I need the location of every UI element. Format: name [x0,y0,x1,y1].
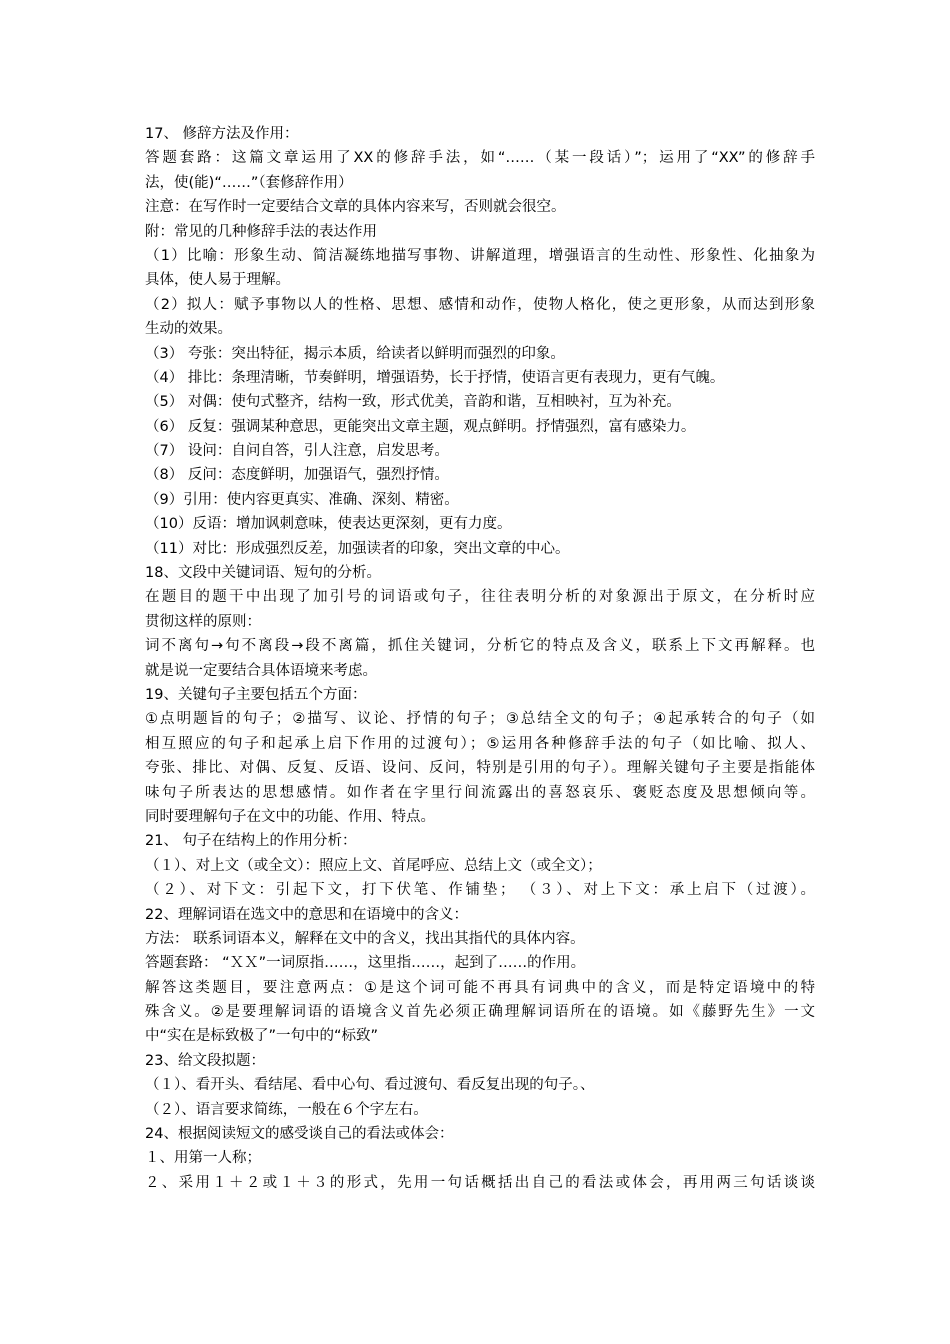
text-line: 殊含义。②是要理解词语的语境含义首先必须正确理解词语所在的语境。如《藤野先生》一文 [145,1004,815,1021]
section-heading-23: 23、给文段拟题： [145,1052,265,1069]
list-item: （3） 夸张：突出特征，揭示本质，给读者以鲜明而强烈的印象。 [145,345,565,362]
list-item: （9）引用：使内容更真实、准确、深刻、精密。 [145,491,459,508]
list-item: （１）、对上文（或全文）：照应上文、首尾呼应、总结上文（或全文）； [145,857,602,874]
section-heading-24: 24、根据阅读短文的感受谈自己的看法或体会： [145,1126,454,1143]
text-line: ①点明题旨的句子；②描写、议论、抒情的句子；③总结全文的句子；④起承转合的句子（如 [145,711,815,728]
list-item: （6） 反复：强调某种意思，更能突出文章主题，观点鲜明。抒情强烈，富有感染力。 [145,418,696,435]
text-line: 同时要理解句子在文中的功能、作用、特点。 [145,808,435,825]
section-heading-22: 22、理解词语在选文中的意思和在语境中的含义： [145,906,468,923]
text-line: 具体，使人易于理解。 [145,272,290,289]
text-line: 在题目的题干中出现了加引号的词语或句子，往往表明分析的对象源出于原文，在分析时应 [145,589,815,606]
list-item: （7） 设问：自问自答，引人注意，启发思考。 [145,443,449,460]
list-item: （4） 排比：条理清晰，节奏鲜明，增强语势，长于抒情，使语言更有表现力，更有气魄。 [145,369,725,386]
list-item: （2）拟人：赋予事物以人的性格、思想、感情和动作，使物人格化，使之更形象，从而达到形象 [145,296,815,313]
text-line: 答题套路： “ＸＸ”一词原指……，这里指……，起到了……的作用。 [145,955,586,972]
text-line: 词不离句→句不离段→段不离篇，抓住关键词，分析它的特点及含义，联系上下文再解释。也 [145,638,815,655]
list-item: （11）对比：形成强烈反差，加强读者的印象，突出文章的中心。 [145,540,570,557]
text-line: 答题套路：这篇文章运用了XX的修辞手法，如“……（某一段话）”；运用了“XX”的修辞手 [145,150,815,167]
section-heading-19: 19、关键句子主要包括五个方面： [145,686,367,703]
text-line: 注意：在写作时一定要结合文章的具体内容来写，否则就会很空。 [145,199,566,216]
list-item: （１）、看开头、看结尾、看中心句、看过渡句、看反复出现的句子。、 [145,1077,595,1094]
list-item: （２）、语言要求简练，一般在６个字左右。 [145,1101,428,1118]
text-line: 中“实在是标致极了”一句中的“标致” [145,1028,379,1045]
text-line: 生动的效果。 [145,321,232,338]
text-line: 解答这类题目，要注意两点：①是这个词可能不再具有词典中的含义，而是特定语境中的特 [145,979,815,996]
list-item: （1）比喻：形象生动、简洁凝练地描写事物、讲解道理，增强语言的生动性、形象性、化抽象为 [145,247,815,264]
text-line: 方法： 联系词语本义，解释在文中的含义，找出其指代的具体内容。 [145,930,585,947]
section-heading-21: 21、 句子在结构上的作用分析： [145,833,357,850]
list-item: （２）、对下文：引起下文，打下伏笔、作铺垫； （３）、对上下文：承上启下（过渡）。 [145,882,815,899]
section-heading-17: 17、 修辞方法及作用： [145,126,299,142]
text-line: 附：常见的几种修辞手法的表达作用 [145,223,377,240]
text-line: 味句子所表达的思想感情。如作者在字里行间流露出的喜怒哀乐、褒贬态度及思想倾向等。 [145,784,815,801]
text-line: 相互照应的句子和起承上启下作用的过渡句）；⑤运用各种修辞手法的句子（如比喻、拟人、 [145,735,815,752]
list-item: （5） 对偶：使句式整齐，结构一致，形式优美，音韵和谐，互相映衬，互为补充。 [145,394,681,411]
text-line: 就是说一定要结合具体语境来考虑。 [145,662,377,679]
list-item: （10）反语：增加讽刺意味，使表达更深刻，更有力度。 [145,516,512,533]
text-line: 法，使(能)“……”（套修辞作用） [145,174,353,191]
list-item: （8） 反问：态度鲜明，加强语气，强烈抒情。 [145,467,449,484]
text-line: 夸张、排比、对偶、反复、反语、设问、反问，特别是引用的句子）。理解关键句子主要是指能体 [145,760,815,777]
document-body [145,122,815,1195]
text-line: 贯彻这样的原则： [145,613,261,630]
section-heading-18: 18、文段中关键词语、短句的分析。 [145,565,381,582]
list-item: ２、采用１＋２或１＋３的形式，先用一句话概括出自己的看法或体会，再用两三句话谈谈 [145,1174,815,1191]
list-item: １、用第一人称； [145,1150,261,1167]
